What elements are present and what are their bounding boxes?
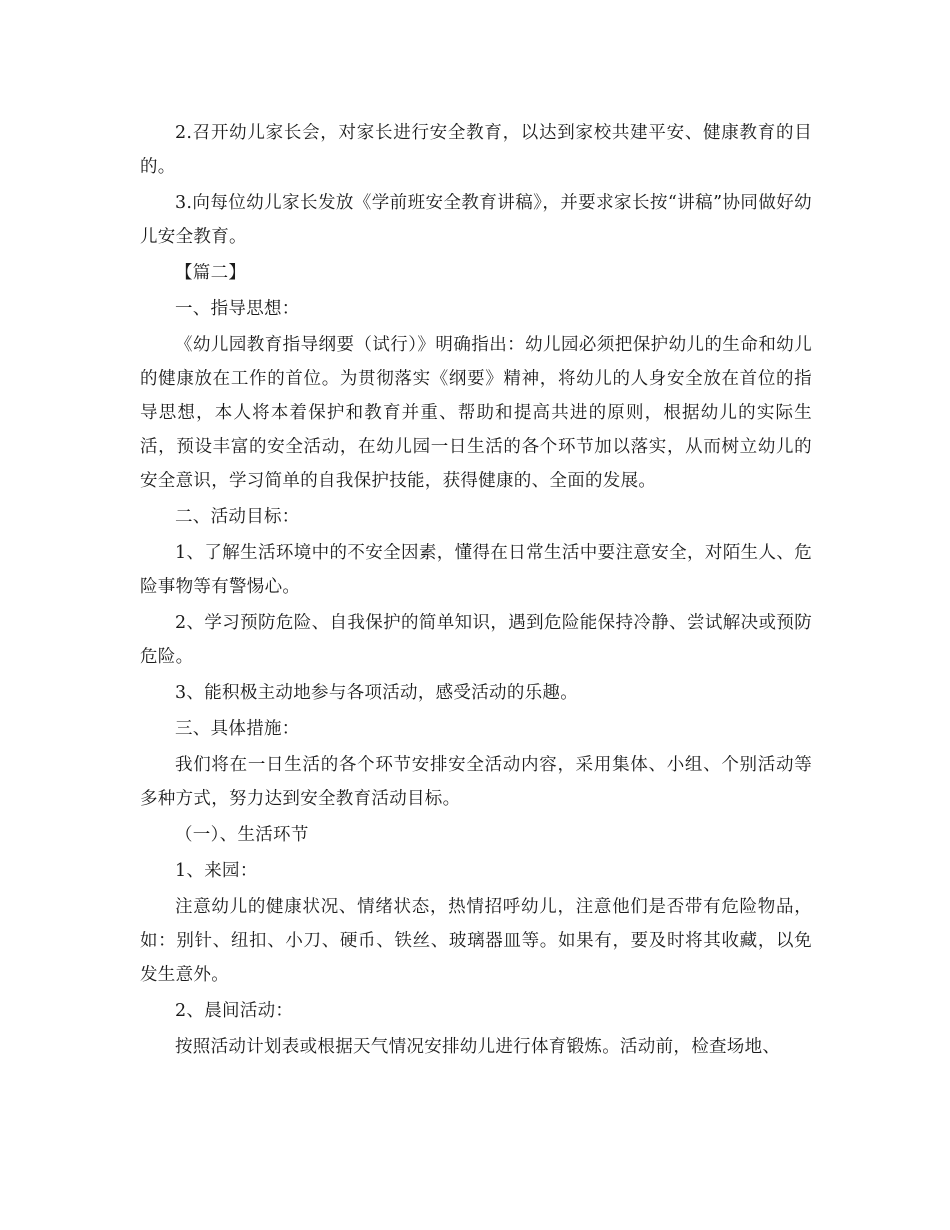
document-body [140,116,812,1066]
paragraph-safety-lecture: 3.向每位幼儿家长发放《学前班安全教育讲稿》，并要求家长按“讲稿”协同做好幼儿安全教育。 [140,193,812,247]
subheading-morning-activity: 2、晨间活动： [175,1001,294,1021]
paragraph-morning-activity: 按照活动计划表或根据天气情况安排幼儿进行体育锻炼。活动前，检查场地、 [175,1037,781,1057]
goal-item-1: 1、了解生活环境中的不安全因素，懂得在日常生活中要注意安全，对陌生人、危险事物等有警惕心。 [140,543,812,597]
goal-item-2: 2、学习预防危险、自我保护的简单知识，遇到危险能保持冷静、尝试解决或预防危险。 [140,613,812,667]
subheading-daily-life: （一）、生活环节 [175,825,309,845]
paragraph-guiding-thought: 《幼儿园教育指导纲要（试行）》明确指出：幼儿园必须把保护幼儿的生命和幼儿的健康放在工作的首位。为贯彻落实《纲要》精神，将幼儿的人身安全放在首位的指导思想，本人将本着保护和教育并重、帮助和提高共进的原则，根据幼儿的实际生活，预设丰富的安全活动，在幼儿园一日生活的各个环节加以落实，从而树立幼儿的安全意识，学习简单的自我保护技能，获得健康的、全面的发展。 [140,335,812,491]
paragraph-measures-intro: 我们将在一日生活的各个环节安排安全活动内容，采用集体、小组、个别活动等多种方式，努力达到安全教育活动目标。 [140,755,812,809]
paragraph-arrival: 注意幼儿的健康状况、情绪状态，热情招呼幼儿，注意他们是否带有危险物品，如：别针、纽扣、小刀、硬币、铁丝、玻璃器皿等。如果有，要及时将其收藏，以免发生意外。 [140,897,812,985]
subheading-arrival: 1、来园： [175,861,258,881]
heading-guiding-thought: 一、指导思想： [175,299,300,319]
section-heading-part-two: 【篇二】 [175,263,247,283]
paragraph-parent-meeting: 2.召开幼儿家长会，对家长进行安全教育，以达到家校共建平安、健康教育的目的。 [140,123,812,177]
goal-item-3: 3、能积极主动地参与各项活动，感受活动的乐趣。 [175,683,579,703]
heading-specific-measures: 三、具体措施： [175,719,300,739]
heading-activity-goals: 二、活动目标： [175,507,300,527]
